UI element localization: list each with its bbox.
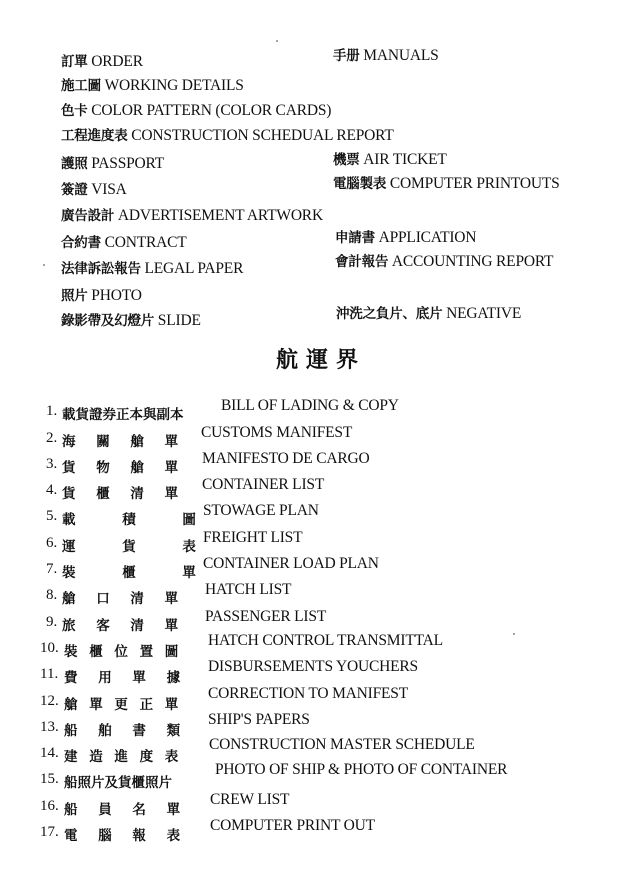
term-zh: 電 腦 報 表 — [64, 828, 181, 844]
glossary-zh: 沖洗之負片、底片 — [336, 306, 443, 322]
term-zh: 貨 物 艙 單 — [62, 460, 179, 476]
term-zh: 海 關 艙 單 — [62, 434, 179, 450]
term-zh: 艙 口 清 單 — [62, 591, 179, 607]
glossary-zh: 會計報告 — [335, 254, 389, 270]
glossary-en: COMPUTER PRINTOUTS — [389, 175, 560, 192]
glossary-en: APPLICATION — [378, 229, 477, 246]
term-en: SHIP'S PAPERS — [208, 711, 310, 728]
glossary-zh: 工程進度表 — [61, 128, 128, 144]
glossary-zh: 合約書 — [61, 235, 101, 251]
term-zh: 艙 單 更 正 單 — [64, 697, 179, 713]
term-number: 6. — [46, 535, 58, 551]
term-en: CUSTOMS MANIFEST — [201, 424, 353, 441]
term-number: 10. — [40, 640, 59, 656]
term-en: FREIGHT LIST — [203, 529, 303, 546]
glossary-item — [61, 204, 323, 225]
term-en: MANIFESTO DE CARGO — [202, 450, 370, 467]
glossary-en: WORKING DETAILS — [104, 77, 244, 94]
scan-speck — [513, 633, 515, 635]
glossary-zh: 錄影帶及幻燈片 — [61, 313, 155, 329]
term-number: 17. — [40, 824, 59, 840]
term-number: 7. — [46, 561, 58, 577]
term-zh: 旅 客 清 單 — [62, 618, 179, 634]
term-number: 14. — [40, 745, 59, 761]
glossary-zh: 照片 — [61, 288, 88, 304]
term-number: 8. — [46, 587, 58, 603]
term-zh: 裝 櫃 單 — [62, 565, 196, 581]
term-en: CREW LIST — [210, 791, 290, 808]
glossary-en: ACCOUNTING REPORT — [391, 253, 554, 270]
glossary-en: PASSPORT — [91, 155, 165, 172]
term-en: CONTAINER LOAD PLAN — [203, 555, 379, 572]
term-zh: 船 員 名 單 — [64, 802, 181, 818]
term-en: PASSENGER LIST — [205, 608, 327, 625]
term-zh: 船照片及貨櫃照片 — [64, 775, 172, 791]
scan-speck — [43, 264, 45, 266]
term-zh: 船 舶 書 類 — [64, 723, 181, 739]
glossary-en: MANUALS — [363, 47, 439, 64]
glossary-en: CONTRACT — [104, 234, 187, 251]
term-en: DISBURSEMENTS YOUCHERS — [208, 658, 418, 675]
glossary-en: LEGAL PAPER — [144, 260, 244, 277]
term-en: PHOTO OF SHIP & PHOTO OF CONTAINER — [215, 761, 508, 778]
glossary-item — [61, 309, 201, 330]
term-en: CORRECTION TO MANIFEST — [208, 685, 408, 702]
glossary-zh: 電腦製表 — [333, 176, 387, 192]
glossary-item — [335, 250, 553, 271]
glossary-item — [61, 152, 164, 173]
glossary-item — [61, 231, 187, 252]
section-title: 航運界 — [275, 348, 366, 373]
term-en: HATCH CONTROL TRANSMITTAL — [208, 632, 443, 649]
term-zh: 運 貨 表 — [62, 539, 196, 555]
glossary-item — [61, 74, 244, 95]
glossary-en: PHOTO — [91, 287, 142, 304]
term-en: CONTAINER LIST — [202, 476, 325, 493]
glossary-en: SLIDE — [157, 312, 201, 329]
glossary-zh: 手册 — [333, 48, 360, 64]
glossary-zh: 機票 — [333, 152, 360, 168]
term-en: STOWAGE PLAN — [203, 502, 319, 519]
glossary-item — [61, 124, 394, 145]
glossary-en: AIR TICKET — [363, 151, 447, 168]
glossary-zh: 廣告設計 — [61, 208, 115, 224]
glossary-en: NEGATIVE — [446, 305, 522, 322]
glossary-item — [335, 226, 476, 247]
glossary-zh: 護照 — [61, 156, 88, 172]
term-zh: 費 用 單 據 — [64, 670, 181, 686]
term-number: 11. — [40, 666, 59, 682]
term-number: 3. — [46, 456, 58, 472]
term-number: 12. — [40, 693, 59, 709]
term-zh: 載 積 圖 — [62, 512, 196, 528]
glossary-zh: 簽證 — [61, 182, 88, 198]
glossary-item — [61, 257, 243, 278]
glossary-item — [336, 302, 521, 323]
glossary-zh: 法律訴訟報告 — [61, 261, 141, 277]
glossary-zh: 色卡 — [61, 103, 88, 119]
glossary-item — [61, 50, 143, 71]
term-en: CONSTRUCTION MASTER SCHEDULE — [209, 736, 475, 753]
glossary-en: ORDER — [91, 53, 143, 70]
glossary-item — [61, 99, 331, 120]
term-number: 1. — [46, 403, 58, 419]
glossary-en: VISA — [91, 181, 127, 198]
term-zh: 載貨證券正本與副本 — [62, 407, 184, 423]
term-number: 2. — [46, 430, 58, 446]
glossary-en: ADVERTISEMENT ARTWORK — [117, 207, 323, 224]
glossary-item — [333, 172, 560, 193]
glossary-zh: 施工圖 — [61, 78, 101, 94]
term-number: 5. — [46, 508, 58, 524]
glossary-item — [333, 44, 439, 65]
glossary-zh: 訂單 — [61, 54, 88, 70]
term-number: 9. — [46, 614, 58, 630]
term-number: 13. — [40, 719, 59, 735]
glossary-item — [61, 284, 142, 305]
term-number: 4. — [46, 482, 58, 498]
term-en: COMPUTER PRINT OUT — [210, 817, 375, 834]
glossary-item — [61, 178, 127, 199]
glossary-en: COLOR PATTERN (COLOR CARDS) — [91, 102, 332, 119]
glossary-zh: 申請書 — [335, 230, 375, 246]
scan-speck — [276, 40, 278, 42]
glossary-item — [333, 148, 447, 169]
term-zh: 裝 櫃 位 置 圖 — [64, 644, 179, 660]
term-en: BILL OF LADING & COPY — [221, 397, 399, 414]
term-number: 15. — [40, 771, 59, 787]
term-en: HATCH LIST — [205, 581, 292, 598]
term-zh: 貨 櫃 清 單 — [62, 486, 179, 502]
term-number: 16. — [40, 798, 59, 814]
glossary-en: CONSTRUCTION SCHEDUAL REPORT — [131, 127, 394, 144]
term-zh: 建 造 進 度 表 — [64, 749, 179, 765]
